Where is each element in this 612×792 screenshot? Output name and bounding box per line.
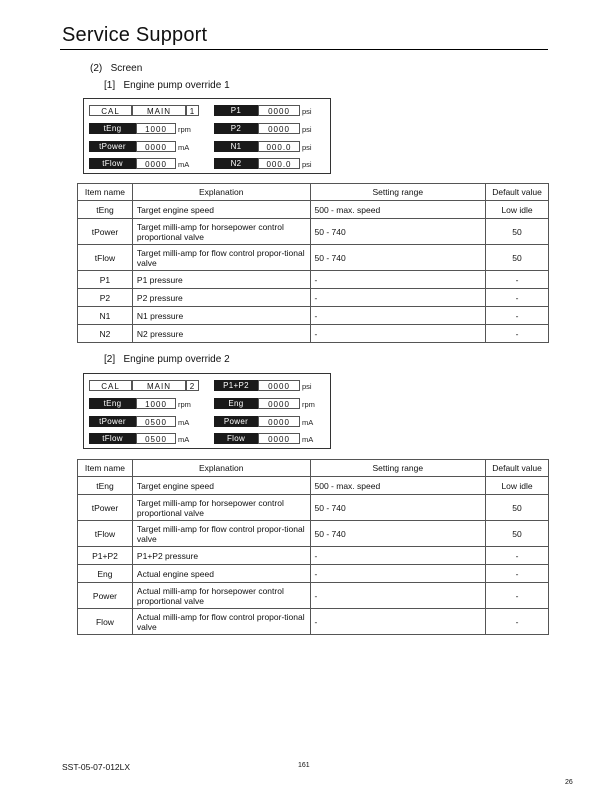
- lcd-screen-1: [83, 98, 331, 174]
- main-field: MAIN: [132, 380, 186, 391]
- default-value-cell: -: [486, 565, 549, 583]
- P1-unit: psi: [302, 107, 312, 116]
- page-title: Service Support: [62, 24, 208, 46]
- setting-range-cell: -: [310, 289, 486, 307]
- item-name-cell: Power: [78, 583, 133, 609]
- explanation-cell: Target milli-amp for flow control propor-tional valve: [132, 521, 310, 547]
- header-setting-range: Setting range: [310, 460, 486, 477]
- default-value-cell: 50: [486, 245, 549, 271]
- setting-range-cell: -: [310, 565, 486, 583]
- explanation-cell: Actual milli-amp for horsepower control proportional valve: [132, 583, 310, 609]
- tFlow-label: tFlow: [89, 433, 136, 444]
- item-name-cell: tPower: [78, 219, 133, 245]
- table-row: [78, 583, 549, 609]
- setting-range-cell: 50 - 740: [310, 245, 486, 271]
- page-field: 2: [186, 380, 199, 391]
- table-row: [78, 477, 549, 495]
- P1-label: P1: [214, 105, 258, 116]
- table-header-row: [78, 184, 549, 201]
- header-item-name: Item name: [78, 460, 133, 477]
- page-field: 1: [186, 105, 199, 116]
- table-engine-pump-override-2: [77, 459, 549, 635]
- N1-label: N1: [214, 141, 258, 152]
- P2-value: 0000: [258, 123, 300, 134]
- N1-unit: psi: [302, 143, 312, 152]
- default-value-cell: -: [486, 583, 549, 609]
- table-row: [78, 565, 549, 583]
- explanation-cell: Target milli-amp for horsepower control proportional valve: [132, 219, 310, 245]
- Flow-unit: mA: [302, 435, 314, 444]
- setting-range-cell: 500 - max. speed: [310, 477, 486, 495]
- default-value-cell: -: [486, 547, 549, 565]
- explanation-cell: Actual engine speed: [132, 565, 310, 583]
- header-default-value: Default value: [486, 184, 549, 201]
- item-name-cell: tEng: [78, 477, 133, 495]
- tPower-label: tPower: [89, 141, 136, 152]
- explanation-cell: Target engine speed: [132, 477, 310, 495]
- P2-unit: psi: [302, 125, 312, 134]
- Power-unit: mA: [302, 418, 314, 427]
- Eng-unit: rpm: [302, 400, 315, 409]
- header-item-name: Item name: [78, 184, 133, 201]
- default-value-cell: -: [486, 289, 549, 307]
- setting-range-cell: 50 - 740: [310, 219, 486, 245]
- tEng-unit: rpm: [178, 400, 191, 409]
- header-rule: [60, 49, 548, 50]
- header-default-value: Default value: [486, 460, 549, 477]
- item-name-cell: tEng: [78, 201, 133, 219]
- tEng-label: tEng: [89, 123, 136, 134]
- Power-value: 0000: [258, 416, 300, 427]
- table-header-row: [78, 460, 549, 477]
- table-row: [78, 547, 549, 565]
- P2-label: P2: [214, 123, 258, 134]
- doc-code: SST-05-07-012LX: [62, 762, 131, 772]
- section-title: Screen: [110, 63, 143, 74]
- setting-range-cell: -: [310, 547, 486, 565]
- tFlow-unit: mA: [178, 435, 190, 444]
- explanation-cell: Target engine speed: [132, 201, 310, 219]
- default-value-cell: -: [486, 609, 549, 635]
- tFlow-unit: mA: [178, 160, 190, 169]
- table-row: [78, 201, 549, 219]
- header-explanation: Explanation: [132, 460, 310, 477]
- table-row: [78, 245, 549, 271]
- setting-range-cell: 50 - 740: [310, 495, 486, 521]
- tPower-unit: mA: [178, 143, 190, 152]
- item-name-cell: P1+P2: [78, 547, 133, 565]
- tFlow-value: 0000: [136, 158, 176, 169]
- Flow-label: Flow: [214, 433, 258, 444]
- table-row: [78, 289, 549, 307]
- item-name-cell: tFlow: [78, 521, 133, 547]
- P1P2-unit: psi: [302, 382, 312, 391]
- item-name-cell: N2: [78, 325, 133, 343]
- Flow-value: 0000: [258, 433, 300, 444]
- default-value-cell: 50: [486, 521, 549, 547]
- item-name-cell: N1: [78, 307, 133, 325]
- tFlow-value: 0500: [136, 433, 176, 444]
- setting-range-cell: 50 - 740: [310, 521, 486, 547]
- item-name-cell: Flow: [78, 609, 133, 635]
- item-name-cell: tPower: [78, 495, 133, 521]
- explanation-cell: P1+P2 pressure: [132, 547, 310, 565]
- N2-unit: psi: [302, 160, 312, 169]
- table-engine-pump-override-1: [77, 183, 549, 343]
- explanation-cell: P1 pressure: [132, 271, 310, 289]
- setting-range-cell: -: [310, 325, 486, 343]
- screen-1-heading: [1] Engine pump override 1: [104, 80, 230, 91]
- P1P2-value: 0000: [258, 380, 300, 391]
- section-number: (2): [90, 63, 103, 74]
- P1-value: 0000: [258, 105, 300, 116]
- corner-number: 26: [565, 779, 573, 786]
- table-row: [78, 219, 549, 245]
- setting-range-cell: -: [310, 609, 486, 635]
- Power-label: Power: [214, 416, 258, 427]
- tEng-value: 1000: [136, 398, 176, 409]
- setting-range-cell: 500 - max. speed: [310, 201, 486, 219]
- default-value-cell: 50: [486, 219, 549, 245]
- page-number: 161: [298, 762, 310, 769]
- default-value-cell: -: [486, 307, 549, 325]
- cal-field: CAL: [89, 380, 132, 391]
- table-row: [78, 495, 549, 521]
- item-name-cell: Eng: [78, 565, 133, 583]
- tPower-unit: mA: [178, 418, 190, 427]
- explanation-cell: Target milli-amp for flow control propor-tional valve: [132, 245, 310, 271]
- N2-label: N2: [214, 158, 258, 169]
- setting-range-cell: -: [310, 307, 486, 325]
- lcd-screen-2: [83, 373, 331, 449]
- item-name-cell: P2: [78, 289, 133, 307]
- N1-value: 000.0: [258, 141, 300, 152]
- table-row: [78, 307, 549, 325]
- explanation-cell: N1 pressure: [132, 307, 310, 325]
- default-value-cell: Low idle: [486, 201, 549, 219]
- tEng-label: tEng: [89, 398, 136, 409]
- default-value-cell: 50: [486, 495, 549, 521]
- main-field: MAIN: [132, 105, 186, 116]
- explanation-cell: P2 pressure: [132, 289, 310, 307]
- cal-field: CAL: [89, 105, 132, 116]
- screen-2-heading: [2] Engine pump override 2: [104, 354, 230, 365]
- tEng-value: 1000: [136, 123, 176, 134]
- default-value-cell: -: [486, 271, 549, 289]
- Eng-value: 0000: [258, 398, 300, 409]
- tPower-label: tPower: [89, 416, 136, 427]
- setting-range-cell: -: [310, 271, 486, 289]
- P1P2-label: P1+P2: [214, 380, 258, 391]
- section-label: [90, 63, 142, 74]
- default-value-cell: -: [486, 325, 549, 343]
- explanation-cell: Actual milli-amp for flow control propor-tional valve: [132, 609, 310, 635]
- explanation-cell: N2 pressure: [132, 325, 310, 343]
- tPower-value: 0000: [136, 141, 176, 152]
- setting-range-cell: -: [310, 583, 486, 609]
- item-name-cell: P1: [78, 271, 133, 289]
- table-row: [78, 609, 549, 635]
- default-value-cell: Low idle: [486, 477, 549, 495]
- explanation-cell: Target milli-amp for horsepower control proportional valve: [132, 495, 310, 521]
- tEng-unit: rpm: [178, 125, 191, 134]
- N2-value: 000.0: [258, 158, 300, 169]
- header-setting-range: Setting range: [310, 184, 486, 201]
- table-row: [78, 271, 549, 289]
- table-row: [78, 325, 549, 343]
- tFlow-label: tFlow: [89, 158, 136, 169]
- header-explanation: Explanation: [132, 184, 310, 201]
- tPower-value: 0500: [136, 416, 176, 427]
- Eng-label: Eng: [214, 398, 258, 409]
- table-row: [78, 521, 549, 547]
- item-name-cell: tFlow: [78, 245, 133, 271]
